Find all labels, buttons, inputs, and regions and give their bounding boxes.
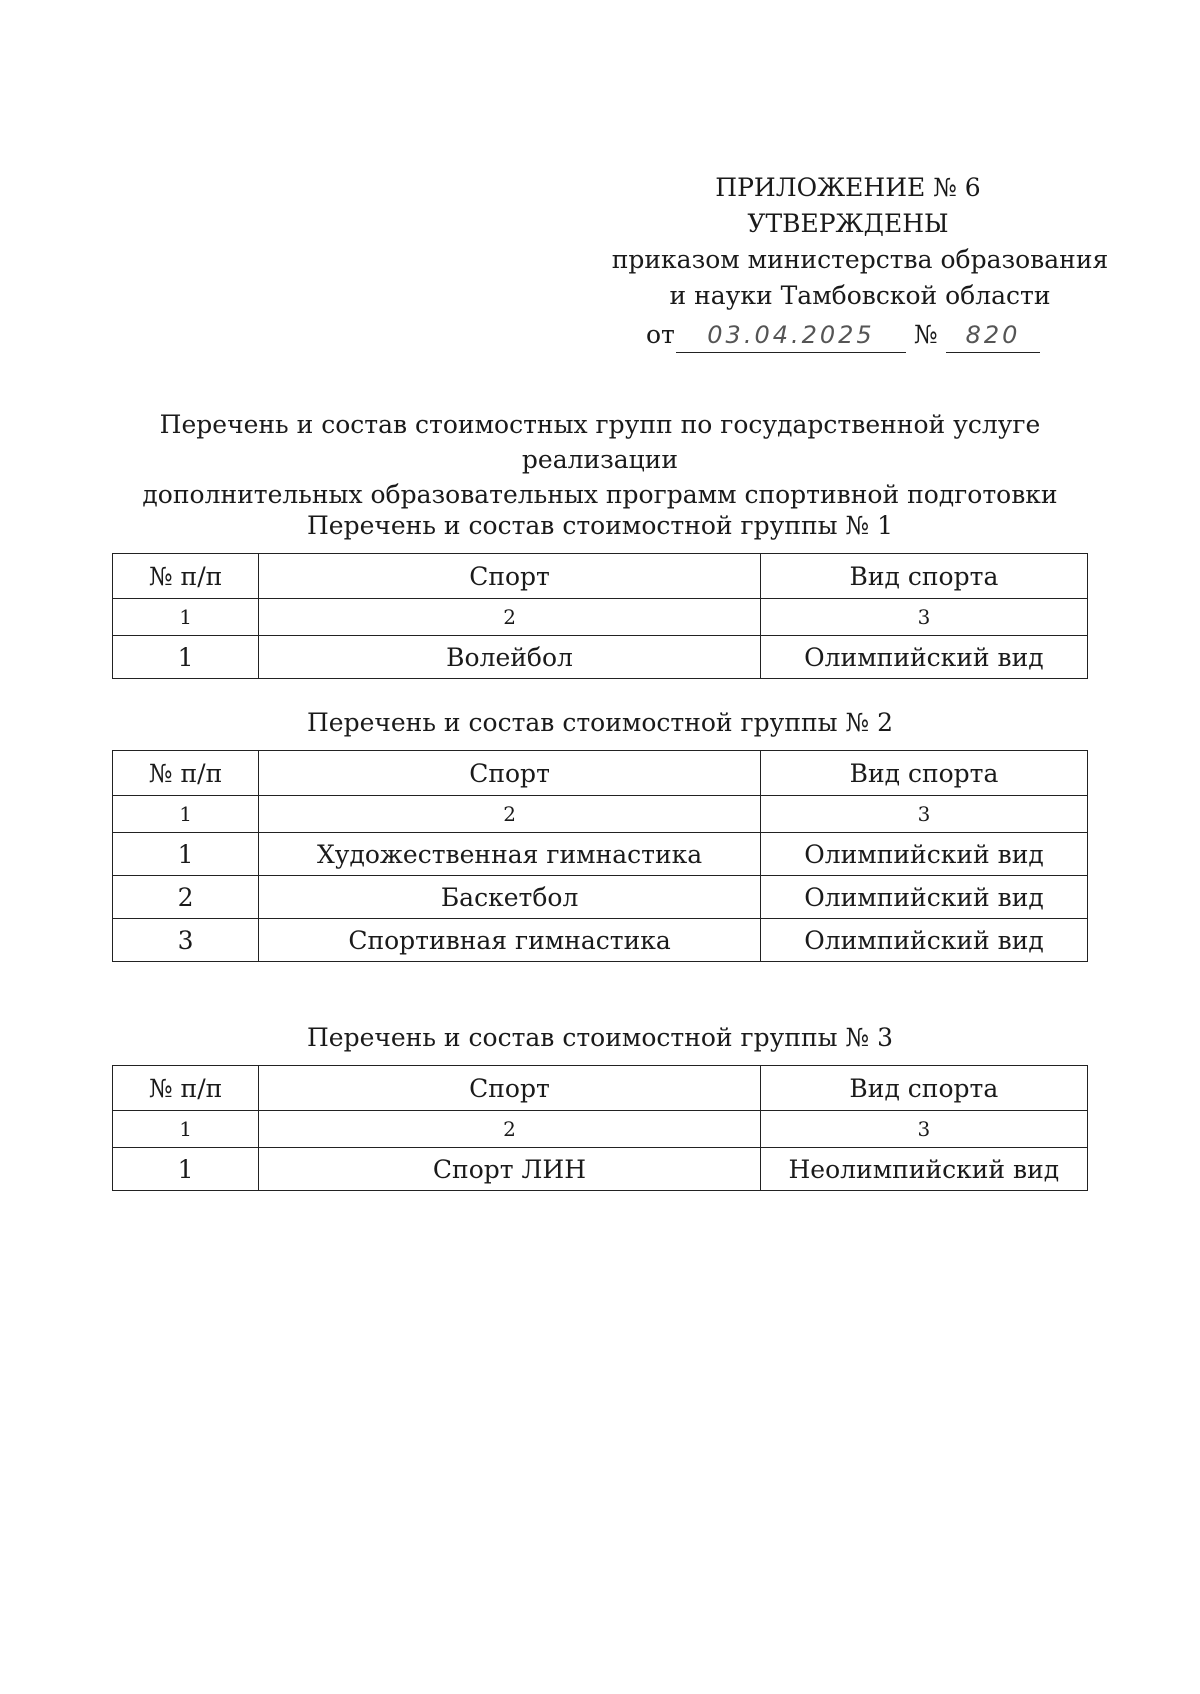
table-header-row bbox=[113, 751, 1088, 796]
row-sport: Спортивная гимнастика bbox=[259, 919, 761, 962]
row-sport: Баскетбол bbox=[259, 876, 761, 919]
row-number: 3 bbox=[113, 919, 259, 962]
col-sport-index: 2 bbox=[259, 796, 761, 833]
col-number-index: 1 bbox=[113, 796, 259, 833]
order-text-line-2: и науки Тамбовской области bbox=[669, 281, 1051, 310]
col-sport-header: Спорт bbox=[259, 554, 761, 599]
col-number-header: № п/п bbox=[113, 554, 259, 599]
col-sport-header: Спорт bbox=[259, 751, 761, 796]
group-3-table bbox=[112, 1065, 1088, 1191]
group-2-table bbox=[112, 750, 1088, 962]
col-number-index: 1 bbox=[113, 599, 259, 636]
table-header-row bbox=[113, 554, 1088, 599]
group-2-caption: Перечень и состав стоимостной группы № 2 bbox=[306, 708, 894, 737]
row-kind: Олимпийский вид bbox=[761, 919, 1088, 962]
row-sport: Волейбол bbox=[259, 636, 761, 679]
order-text-line-1: приказом министерства образования bbox=[611, 245, 1109, 274]
appendix-label: ПРИЛОЖЕНИЕ № 6 bbox=[715, 173, 981, 202]
table-row bbox=[113, 919, 1088, 962]
col-number-index: 1 bbox=[113, 1111, 259, 1148]
order-number: 820 bbox=[946, 322, 1040, 353]
col-kind-index: 3 bbox=[760, 599, 1087, 636]
col-kind-index: 3 bbox=[761, 796, 1088, 833]
table-row bbox=[113, 1148, 1088, 1191]
col-number-header: № п/п bbox=[113, 1066, 259, 1111]
col-kind-index: 3 bbox=[760, 1111, 1087, 1148]
group-3-caption: Перечень и состав стоимостной группы № 3 bbox=[306, 1023, 894, 1052]
row-kind: Олимпийский вид bbox=[761, 833, 1088, 876]
row-number: 1 bbox=[113, 1148, 259, 1191]
document-title-line-2: дополнительных образовательных программ спортивной подготовки bbox=[142, 480, 1058, 509]
column-numbering-row bbox=[113, 599, 1088, 636]
group-1-table bbox=[112, 553, 1088, 679]
row-kind: Олимпийский вид bbox=[761, 876, 1088, 919]
order-date: 03.04.2025 bbox=[676, 322, 906, 353]
row-number: 1 bbox=[113, 636, 259, 679]
document-title bbox=[80, 407, 1120, 512]
col-sport-index: 2 bbox=[259, 599, 761, 636]
col-kind-header: Вид спорта bbox=[761, 751, 1088, 796]
order-date-number-line bbox=[646, 320, 1046, 356]
row-sport: Спорт ЛИН bbox=[259, 1148, 760, 1191]
column-numbering-row bbox=[113, 796, 1088, 833]
column-numbering-row bbox=[113, 1111, 1088, 1148]
document-title-line-1: Перечень и состав стоимостных групп по государственной услуге реализации bbox=[159, 410, 1041, 474]
row-kind: Олимпийский вид bbox=[760, 636, 1087, 679]
table-header-row bbox=[113, 1066, 1088, 1111]
table-row bbox=[113, 636, 1088, 679]
col-number-header: № п/п bbox=[113, 751, 259, 796]
number-label: № bbox=[914, 320, 938, 349]
row-number: 1 bbox=[113, 833, 259, 876]
from-label: от bbox=[646, 320, 675, 349]
approval-header bbox=[600, 170, 1120, 314]
col-sport-index: 2 bbox=[259, 1111, 760, 1148]
row-number: 2 bbox=[113, 876, 259, 919]
row-kind: Неолимпийский вид bbox=[760, 1148, 1087, 1191]
col-kind-header: Вид спорта bbox=[760, 1066, 1087, 1111]
table-row bbox=[113, 833, 1088, 876]
group-1-caption: Перечень и состав стоимостной группы № 1 bbox=[306, 511, 894, 540]
col-sport-header: Спорт bbox=[259, 1066, 760, 1111]
row-sport: Художественная гимнастика bbox=[259, 833, 761, 876]
table-row bbox=[113, 876, 1088, 919]
col-kind-header: Вид спорта bbox=[760, 554, 1087, 599]
approved-label: УТВЕРЖДЕНЫ bbox=[747, 209, 949, 238]
